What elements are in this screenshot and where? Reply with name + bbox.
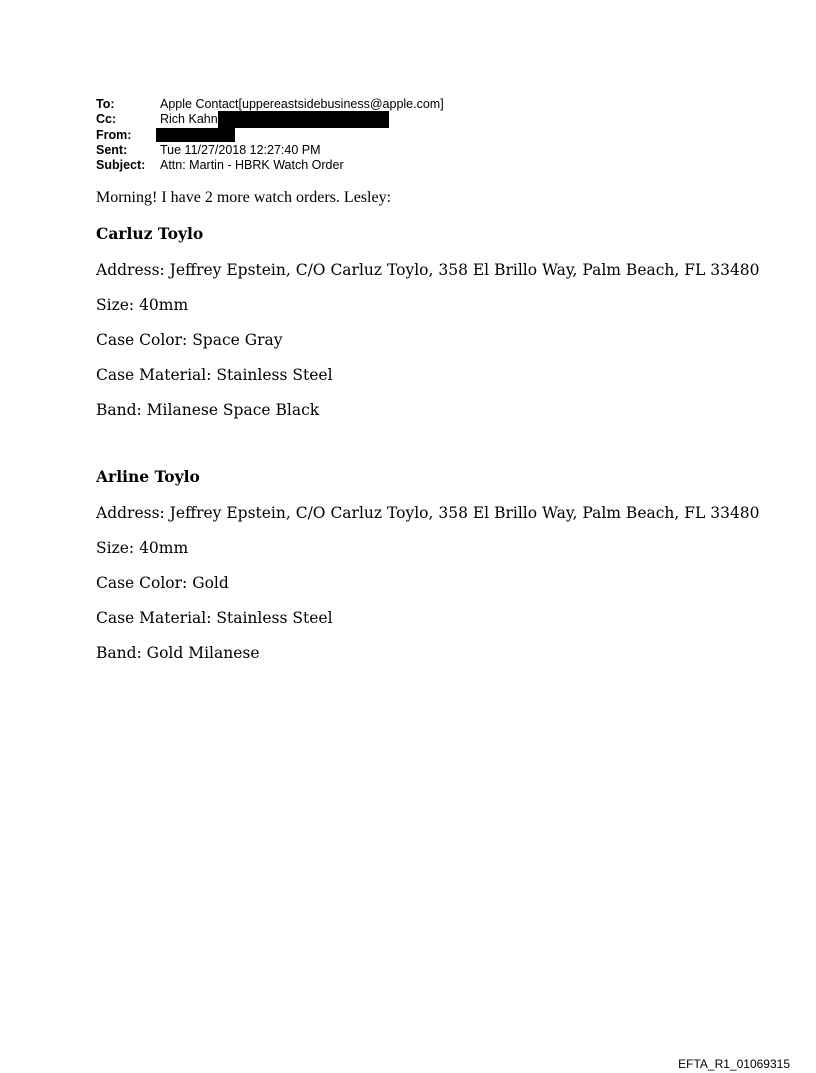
cc-row [96,112,444,127]
greeting-text: Morning! I have 2 more watch orders. Lesley: [96,189,392,206]
to-label: To: [96,97,115,111]
order-size: Size: 40mm [96,539,189,557]
order-size: Size: 40mm [96,296,189,314]
document-id: EFTA_R1_01069315 [678,1057,790,1071]
email-header [96,97,444,173]
order-name: Carluz Toylo [96,224,204,243]
cc-value: Rich Kahn [160,112,218,127]
from-row [96,128,444,143]
from-redaction-bar [156,128,235,142]
order-case-color: Case Color: Gold [96,574,229,592]
subject-label: Subject: [96,158,146,173]
order-case-material: Case Material: Stainless Steel [96,609,333,627]
from-label: From: [96,127,132,142]
order-band: Band: Milanese Space Black [96,401,320,419]
order-name: Arline Toylo [96,467,200,486]
cc-redaction-bar [218,111,389,128]
subject-value: Attn: Martin - HBRK Watch Order [160,158,344,173]
order-address: Address: Jeffrey Epstein, C/O Carluz Toylo, 358 El Brillo Way, Palm Beach, FL 33480 [96,261,760,279]
order-band: Band: Gold Milanese [96,644,260,662]
order-case-color: Case Color: Space Gray [96,331,283,349]
order-block [96,224,760,436]
to-row [96,97,444,112]
order-address: Address: Jeffrey Epstein, C/O Carluz Toylo, 358 El Brillo Way, Palm Beach, FL 33480 [96,504,760,522]
order-block [96,467,760,679]
cc-label: Cc: [96,112,117,127]
to-value: Apple Contact[uppereastsidebusiness@apple.com] [160,97,444,111]
sent-label: Sent: [96,142,128,157]
sent-value: Tue 11/27/2018 12:27:40 PM [160,142,321,157]
subject-row [96,158,444,173]
order-case-material: Case Material: Stainless Steel [96,366,333,384]
sent-row [96,143,444,158]
